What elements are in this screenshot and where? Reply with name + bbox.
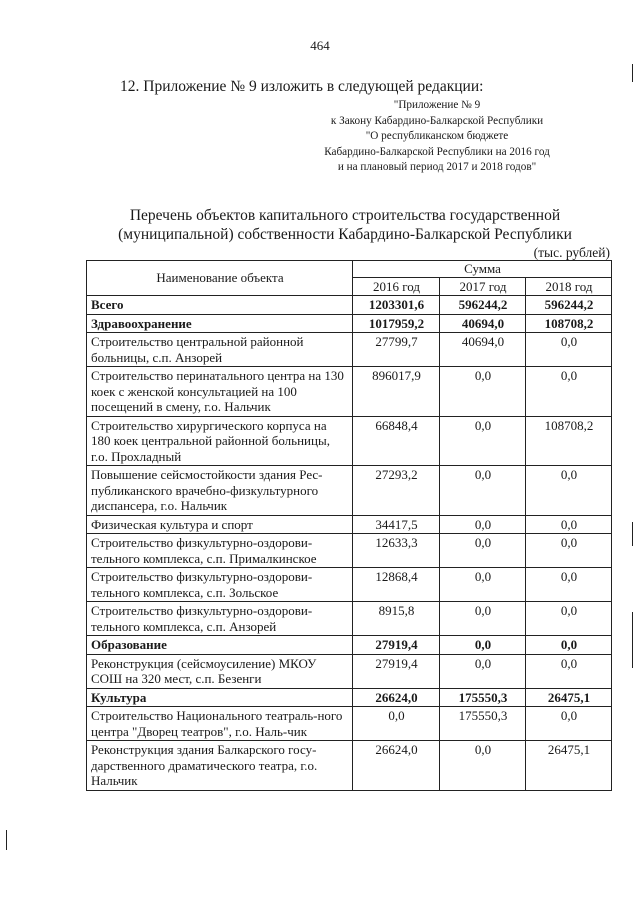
value-2017-cell: 0,0 (440, 636, 526, 655)
table-body (87, 296, 612, 791)
object-name-cell: Реконструкция здания Балкарского госу-дарственного драматического театра, г.о. Нальчик (87, 741, 353, 791)
title-line: Перечень объектов капитального строительства государственной (129, 207, 561, 224)
column-header-year: 2016 год (353, 277, 440, 296)
value-2017-cell: 0,0 (440, 568, 526, 602)
table-row (87, 534, 612, 568)
value-2018-cell: 0,0 (526, 636, 612, 655)
table-row (87, 707, 612, 741)
value-2016-cell: 1017959,2 (353, 314, 440, 333)
value-2018-cell: 596244,2 (526, 296, 612, 315)
table-row (87, 654, 612, 688)
value-2018-cell: 0,0 (526, 367, 612, 417)
page-number: 464 (310, 38, 330, 53)
value-2017-cell: 0,0 (440, 654, 526, 688)
value-2016-cell: 0,0 (353, 707, 440, 741)
table-row (87, 314, 612, 333)
value-2016-cell: 26624,0 (353, 688, 440, 707)
annex-line: "Приложение № 9 (393, 99, 481, 111)
value-2018-cell: 26475,1 (526, 741, 612, 791)
object-name-cell: Здравоохранение (87, 314, 353, 333)
table-row (87, 296, 612, 315)
annex-line: Кабардино-Балкарской Республики на 2016 год (324, 145, 550, 158)
value-2018-cell: 0,0 (526, 602, 612, 636)
value-2016-cell: 12633,3 (353, 534, 440, 568)
title-line: (муниципальной) собственности Кабардино-Балкарской Республики (118, 226, 572, 243)
value-2016-cell: 27799,7 (353, 333, 440, 367)
value-2017-cell: 596244,2 (440, 296, 526, 315)
value-2018-cell: 0,0 (526, 568, 612, 602)
value-2018-cell: 0,0 (526, 515, 612, 534)
value-2016-cell: 896017,9 (353, 367, 440, 417)
value-2016-cell: 66848,4 (353, 416, 440, 466)
table-row (87, 466, 612, 516)
object-name-cell: Строительство физкультурно-оздорови-тельного комплекса, с.п. Прималкинское (87, 534, 353, 568)
table-row (87, 602, 612, 636)
value-2017-cell: 0,0 (440, 515, 526, 534)
value-2018-cell: 0,0 (526, 466, 612, 516)
object-name-cell: Всего (87, 296, 353, 315)
object-name-cell: Строительство Национального театраль-ного центра "Дворец театров", г.о. Наль-чик (87, 707, 353, 741)
value-2017-cell: 40694,0 (440, 333, 526, 367)
value-2016-cell: 8915,8 (353, 602, 440, 636)
object-name-cell: Образование (87, 636, 353, 655)
table-row (87, 416, 612, 466)
value-2018-cell: 108708,2 (526, 314, 612, 333)
value-2016-cell: 1203301,6 (353, 296, 440, 315)
table-row (87, 636, 612, 655)
value-2017-cell: 0,0 (440, 416, 526, 466)
value-2016-cell: 12868,4 (353, 568, 440, 602)
object-name-cell: Строительство центральной районной больницы, с.п. Анзорей (87, 333, 353, 367)
value-2017-cell: 40694,0 (440, 314, 526, 333)
value-2016-cell: 27293,2 (353, 466, 440, 516)
column-header-sum: Сумма (353, 261, 612, 278)
object-name-cell: Повышение сейсмостойкости здания Рес-публиканского врачебно-физкультурного диспансера, г.о. Нальчик (87, 466, 353, 516)
value-2018-cell: 0,0 (526, 654, 612, 688)
intro-text: 12. Приложение № 9 изложить в следующей редакции: (120, 78, 484, 95)
value-2018-cell: 0,0 (526, 707, 612, 741)
column-header-year: 2018 год (526, 277, 612, 296)
annex-line: и на плановый период 2017 и 2018 годов" (337, 161, 537, 173)
value-2016-cell: 27919,4 (353, 636, 440, 655)
value-2016-cell: 27919,4 (353, 654, 440, 688)
object-name-cell: Физическая культура и спорт (87, 515, 353, 534)
column-header-year: 2017 год (440, 277, 526, 296)
value-2018-cell: 0,0 (526, 333, 612, 367)
value-2016-cell: 26624,0 (353, 741, 440, 791)
value-2017-cell: 0,0 (440, 367, 526, 417)
document-title (110, 206, 580, 244)
value-2018-cell: 0,0 (526, 534, 612, 568)
column-header-name: Наименование объекта (87, 261, 353, 296)
unit-label: (тыс. рублей) (533, 245, 610, 260)
value-2017-cell: 0,0 (440, 741, 526, 791)
table-row (87, 688, 612, 707)
annex-line: "О республиканском бюджете (365, 130, 509, 142)
object-name-cell: Строительство физкультурно-оздорови-тельного комплекса, с.п. Зольское (87, 568, 353, 602)
value-2018-cell: 26475,1 (526, 688, 612, 707)
value-2018-cell: 108708,2 (526, 416, 612, 466)
table-row (87, 568, 612, 602)
object-name-cell: Строительство перинатального центра на 130 коек с женской консультацией на 100 посещений в смену, г.о. Нальчик (87, 367, 353, 417)
table-row (87, 515, 612, 534)
table-row (87, 741, 612, 791)
value-2017-cell: 175550,3 (440, 688, 526, 707)
object-name-cell: Реконструкция (сейсмоусиление) МКОУ СОШ на 320 мест, с.п. Безенги (87, 654, 353, 688)
table-row (87, 333, 612, 367)
object-name-cell: Строительство хирургического корпуса на 180 коек центральной районной больницы, г.о. Прохладный (87, 416, 353, 466)
object-name-cell: Культура (87, 688, 353, 707)
value-2017-cell: 0,0 (440, 602, 526, 636)
value-2017-cell: 0,0 (440, 534, 526, 568)
value-2017-cell: 175550,3 (440, 707, 526, 741)
table-row (87, 367, 612, 417)
value-2017-cell: 0,0 (440, 466, 526, 516)
value-2016-cell: 34417,5 (353, 515, 440, 534)
annex-header (272, 98, 602, 176)
objects-table (86, 260, 612, 791)
annex-line: к Закону Кабардино-Балкарской Республики (330, 114, 544, 127)
object-name-cell: Строительство физкультурно-оздорови-тельного комплекса, с.п. Анзорей (87, 602, 353, 636)
